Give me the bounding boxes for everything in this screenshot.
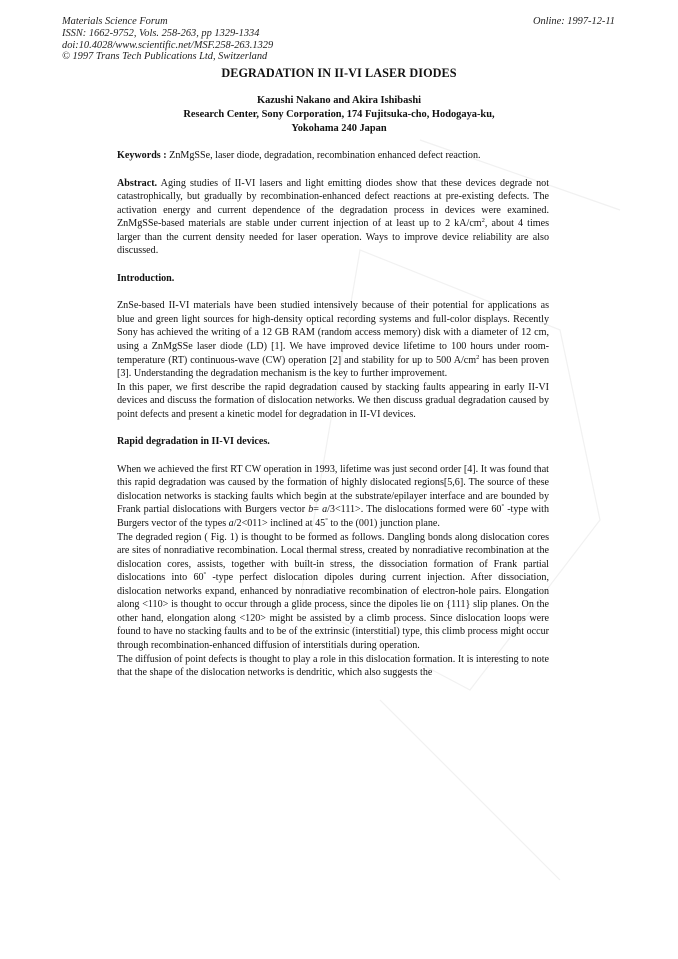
issn-line: ISSN: 1662-9752, Vols. 258-263, pp 1329-1334	[62, 27, 260, 39]
author-names: Kazushi Nakano and Akira Ishibashi	[256, 95, 421, 106]
rapid-p2-text-a: The degraded region ( Fig. 1) is thought to be formed as follows. Dangling bonds along dislocation cores are sites of nonradiative recombination. Local thermal stress, created by nonradiative recombination at the dislocation cores, assists, together with built-in stress, the dissociation formation of Frank partial dislocations into 60	[117, 531, 549, 584]
journal-name: Materials Science Forum	[62, 16, 168, 27]
rapid-p1-italic-a2: a	[228, 518, 234, 530]
online-date: Online: 1997-12-11	[532, 16, 615, 27]
abstract-text-b: , about 4 times larger than the current density needed for laser operation. Ways to improve device reliability are also discussed.	[117, 218, 550, 257]
rapid-p1-text-a: When we achieved the first RT CW operation in 1993, lifetime was just second order [4]. It was found that this rapid degradation was caused by the formation of highly dislocated regions[5,6]. The source of these dislocation networks is stacking faults which begin at the substrate/epilayer interface and are bounded by Frank partial dislocations with Burgers vector	[117, 463, 549, 516]
intro-p1-text-b: has been proven [3]. Understanding the degradation mechanism is the key to further improvement.	[117, 354, 549, 380]
publication-header	[62, 16, 273, 63]
rapid-p1-italic-a: a	[322, 504, 328, 516]
rapid-p1-text-c: =	[313, 504, 323, 516]
keywords-line	[117, 149, 549, 163]
rapid-paragraph-1	[117, 463, 549, 531]
abstract-label: Abstract.	[117, 177, 158, 189]
abstract-paragraph	[117, 177, 549, 258]
abstract-superscript: 2	[481, 217, 485, 225]
intro-p1-text-a: ZnSe-based II-VI materials have been studied intensively because of their potential for applications as blue and green light sources for high-density optical recording systems and full-color displays. Recently Sony has achieved the writing of a 12 GB RAM (random access memory) disk with a diameter of 12 cm, using a ZnMgSSe laser diode (LD) [1]. We have improved device lifetime to 100 hours under room-temperature (RT) continuous-wave (CW) operation [2] and stability for up to 500 A/cm	[117, 300, 549, 366]
rapid-p1-degree-2: °	[325, 517, 328, 525]
rapid-paragraph-2	[117, 531, 549, 653]
rapid-p1-text-h: /2<011> inclined at 45	[233, 518, 326, 530]
rapid-p1-italic-b: b	[308, 504, 314, 516]
paper-body	[117, 149, 549, 680]
introduction-paragraph-1	[117, 299, 549, 380]
rapid-degradation-heading: Rapid degradation in II-VI devices.	[117, 436, 270, 448]
doi-line: doi:10.4028/www.scientific.net/MSF.258-263.1329	[62, 39, 274, 51]
rapid-p1-text-i: to the (001) junction plane.	[327, 518, 440, 530]
paper-title: DEGRADATION IN II-VI LASER DIODES	[221, 66, 457, 80]
rapid-p1-degree-1: °	[501, 503, 505, 511]
rapid-p2-degree: °	[203, 571, 207, 579]
keywords-label: Keywords :	[117, 150, 167, 161]
keywords-text: ZnMgSSe, laser diode, degradation, recombination enhanced defect reaction.	[166, 150, 481, 161]
rapid-p2-text-b: -type perfect dislocation dipoles during current injection. After dissociation, dislocation networks expand, enhanced by nonradiative recombination of electron-hole pairs. Elongation along <110> is thought to occur through a glide process, since the dipoles lie on {111} slip planes. On the other hand, elongation along <120> might be assisted by a climb process. Since dislocation loops were found to have no stacking faults and to be of the extrinsic (interstitial) type, this climb process might occur through recombination-enhanced diffusion of interstitials during operation.	[117, 572, 549, 651]
intro-p1-superscript: 2	[476, 353, 480, 361]
rapid-p1-text-e: /3<111>. The dislocations formed were 60	[327, 504, 502, 516]
introduction-heading: Introduction.	[117, 272, 175, 284]
affiliation-line-1: Research Center, Sony Corporation, 174 Fujitsuka-cho, Hodogaya-ku,	[183, 109, 495, 121]
author-block	[0, 94, 678, 137]
copyright-line: © 1997 Trans Tech Publications Ltd, Switzerland	[62, 51, 268, 63]
abstract-text-a: Aging studies of II-VI lasers and light emitting diodes show that these devices degrade not catastrophically, but gradually by recombination-enhanced defect reactions at pre-existing defects. The activation energy and current dependence of the degradation process in devices were examined. ZnMgSSe-based materials are stable under current injection of at least up to 2 kA/cm	[117, 177, 549, 230]
rapid-p1-text-f: -type with Burgers vector of the types	[117, 504, 550, 530]
rapid-paragraph-3: The diffusion of point defects is thought to play a role in this dislocation formation. It is interesting to note that the shape of the dislocation networks is dendritic, which also suggests the	[117, 653, 549, 679]
affiliation-line-2: Yokohama 240 Japan	[291, 123, 387, 135]
introduction-paragraph-2: In this paper, we first describe the rapid degradation caused by stacking faults appearing in early II-VI devices and discuss the formation of dislocation networks. We then discuss gradual degradation caused by point defects and present a kinetic model for degradation in II-VI devices.	[117, 381, 549, 420]
